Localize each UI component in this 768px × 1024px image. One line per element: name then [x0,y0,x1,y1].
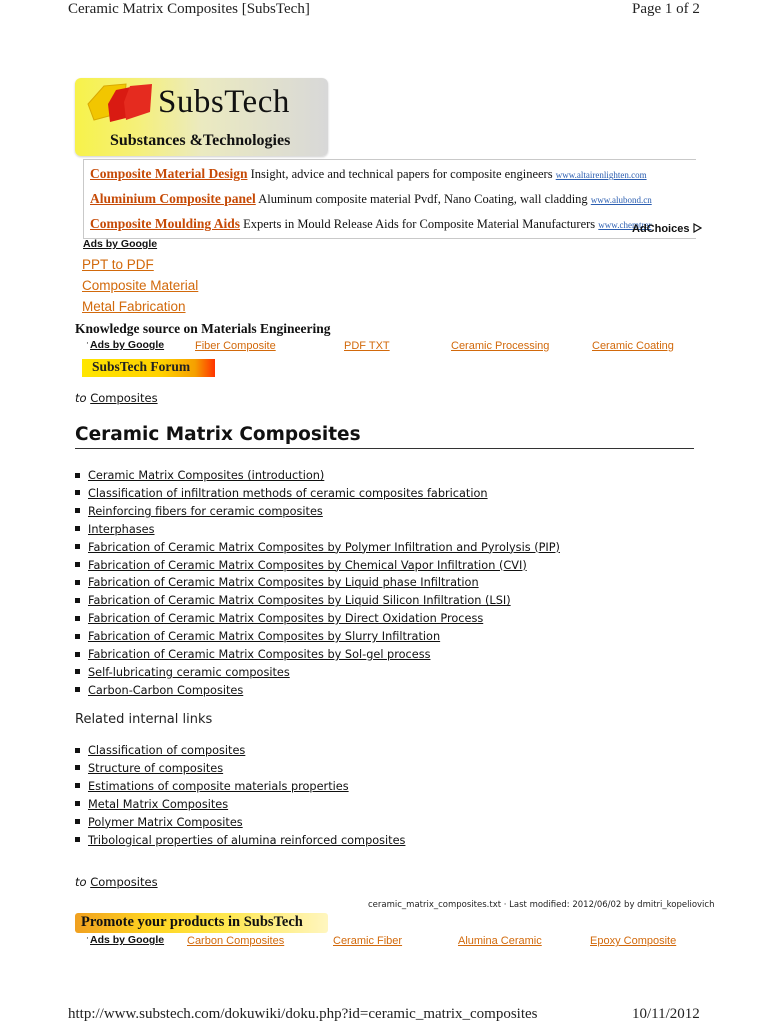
logo-squares-icon [86,82,156,126]
toc-link[interactable]: Self-lubricating ceramic composites [88,665,290,679]
list-item[interactable] [75,521,560,539]
page-title: Ceramic Matrix Composites [75,424,694,449]
forum-button-label: SubsTech Forum [92,359,191,374]
bullet [75,490,80,495]
last-modified-info: ceramic_matrix_composites.txt · Last modified: 2012/06/02 by dmitri_kopeliovich [368,900,715,910]
bullet [75,837,80,842]
related-list [75,742,405,849]
toc-link[interactable]: Interphases [88,522,155,536]
ad-text: Experts in Mould Release Aids for Composite Material Manufacturers [243,217,596,231]
toc-link[interactable]: Carbon-Carbon Composites [88,683,244,697]
bullet [75,765,80,770]
bullet-dot: · [86,934,89,944]
to-composites-link-bottom[interactable] [75,875,158,889]
side-link[interactable]: Composite Material [82,278,199,293]
to-composites-link[interactable] [75,391,158,405]
list-item[interactable] [75,682,560,700]
bullet [75,473,80,478]
footer-url[interactable]: http://www.substech.com/dokuwiki/doku.php?id=ceramic_matrix_composites [68,1006,538,1022]
related-link[interactable]: Metal Matrix Composites [88,797,229,811]
promote-button-label: Promote your products in SubsTech [81,914,303,930]
adchoices-label: AdChoices [632,223,690,235]
contents-list [75,467,560,700]
bullet [75,526,80,531]
toc-link[interactable]: Fabrication of Ceramic Matrix Composites by Polymer Infiltration and Pyrolysis (PIP) [88,540,560,554]
bullet [75,783,80,788]
toc-link[interactable]: Fabrication of Ceramic Matrix Composites by Chemical Vapor Infiltration (CVI) [88,558,527,572]
list-item[interactable] [75,814,405,832]
ad-url[interactable]: www.chemtrer [598,220,652,230]
list-item[interactable] [75,628,560,646]
ad-link[interactable]: Carbon Composites [187,935,285,947]
page-indicator: Page 1 of 2 [632,1,700,17]
ad-row[interactable] [90,216,651,232]
ad-url[interactable]: www.altairenlighten.com [555,170,647,180]
ad-link[interactable]: PDF TXT [344,340,390,352]
toc-link[interactable]: Fabrication of Ceramic Matrix Composites by Liquid Silicon Infiltration (LSI) [88,594,511,608]
bullet [75,562,80,567]
bullet [75,616,80,621]
ads-by-google-label[interactable]: Ads by Google [83,238,158,250]
related-link[interactable]: Polymer Matrix Composites [88,815,243,829]
ad-link[interactable]: Fiber Composite [195,340,276,352]
ad-title[interactable]: Composite Material Design [90,166,248,181]
bullet [75,598,80,603]
logo-title: SubsTech [158,84,290,120]
bullet [75,580,80,585]
related-link[interactable]: Classification of composites [88,744,246,757]
bullet [75,652,80,657]
list-item[interactable] [75,467,560,485]
logo-subtitle: Substances &Technologies [110,132,291,149]
ad-url[interactable]: www.alubond.cn [590,195,652,205]
list-item[interactable] [75,646,560,664]
ad-title[interactable]: Aluminium Composite panel [90,191,256,206]
related-heading: Related internal links [75,712,213,727]
bullet [75,748,80,753]
composites-link[interactable]: Composites [90,875,158,889]
ads-by-google-label[interactable]: Ads by Google [90,339,165,351]
toc-link[interactable]: Classification of infiltration methods of ceramic composites fabrication [88,486,488,500]
bullet [75,508,80,513]
list-item[interactable] [75,503,560,521]
list-item[interactable] [75,574,560,592]
ad-link[interactable]: Ceramic Fiber [333,935,403,947]
to-prefix: to [75,875,87,889]
list-item[interactable] [75,592,560,610]
ad-link[interactable]: Ceramic Processing [451,340,550,352]
toc-link[interactable]: Fabrication of Ceramic Matrix Composites by Sol-gel process [88,648,431,662]
bullet-dot: · [86,339,89,349]
toc-link[interactable]: Ceramic Matrix Composites (introduction) [88,469,325,482]
promote-button[interactable] [75,913,328,933]
document-title: Ceramic Matrix Composites [SubsTech] [68,1,310,17]
ad-text: Insight, advice and technical papers for composite engineers [250,167,553,181]
bullet [75,801,80,806]
bullet [75,669,80,674]
ad-link[interactable]: Alumina Ceramic [458,935,542,947]
side-link[interactable]: PPT to PDF [82,257,154,272]
toc-link[interactable]: Fabrication of Ceramic Matrix Composites by Liquid phase Infiltration [88,576,479,590]
list-item[interactable] [75,539,560,557]
list-item[interactable] [75,760,405,778]
knowledge-source-tagline: Knowledge source on Materials Engineering [75,321,331,336]
list-item[interactable] [75,664,560,682]
ad-text: Aluminum composite material Pvdf, Nano Coating, wall cladding [258,192,588,206]
list-item[interactable] [75,610,560,628]
side-link[interactable]: Metal Fabrication [82,299,186,314]
list-item[interactable] [75,742,405,760]
list-item[interactable] [75,485,560,503]
adchoices-link[interactable] [632,223,702,235]
ad-link[interactable]: Epoxy Composite [590,935,677,947]
list-item[interactable] [75,832,405,850]
list-item[interactable] [75,557,560,575]
bullet [75,687,80,692]
related-link[interactable]: Tribological properties of alumina reinforced composites [88,833,406,847]
ads-by-google-label[interactable]: Ads by Google [90,934,165,946]
related-link[interactable]: Estimations of composite materials properties [88,779,349,793]
list-item[interactable] [75,796,405,814]
adchoices-icon [693,223,702,233]
footer-date: 10/11/2012 [632,1006,700,1022]
bullet [75,634,80,639]
ad-title[interactable]: Composite Moulding Aids [90,216,241,231]
ad-box [83,159,696,239]
related-link[interactable]: Structure of composites [88,761,224,775]
ad-row[interactable] [90,166,647,182]
substech-forum-button[interactable] [82,359,215,377]
composites-link[interactable]: Composites [90,391,158,405]
bullet [75,819,80,824]
bullet [75,544,80,549]
ad-row[interactable] [90,191,652,207]
list-item[interactable] [75,778,405,796]
toc-link[interactable]: Reinforcing fibers for ceramic composites [88,504,323,518]
to-prefix: to [75,391,87,405]
ad-link[interactable]: Ceramic Coating [592,340,674,352]
toc-link[interactable]: Fabrication of Ceramic Matrix Composites by Direct Oxidation Process [88,612,484,626]
toc-link[interactable]: Fabrication of Ceramic Matrix Composites by Slurry Infiltration [88,630,441,644]
